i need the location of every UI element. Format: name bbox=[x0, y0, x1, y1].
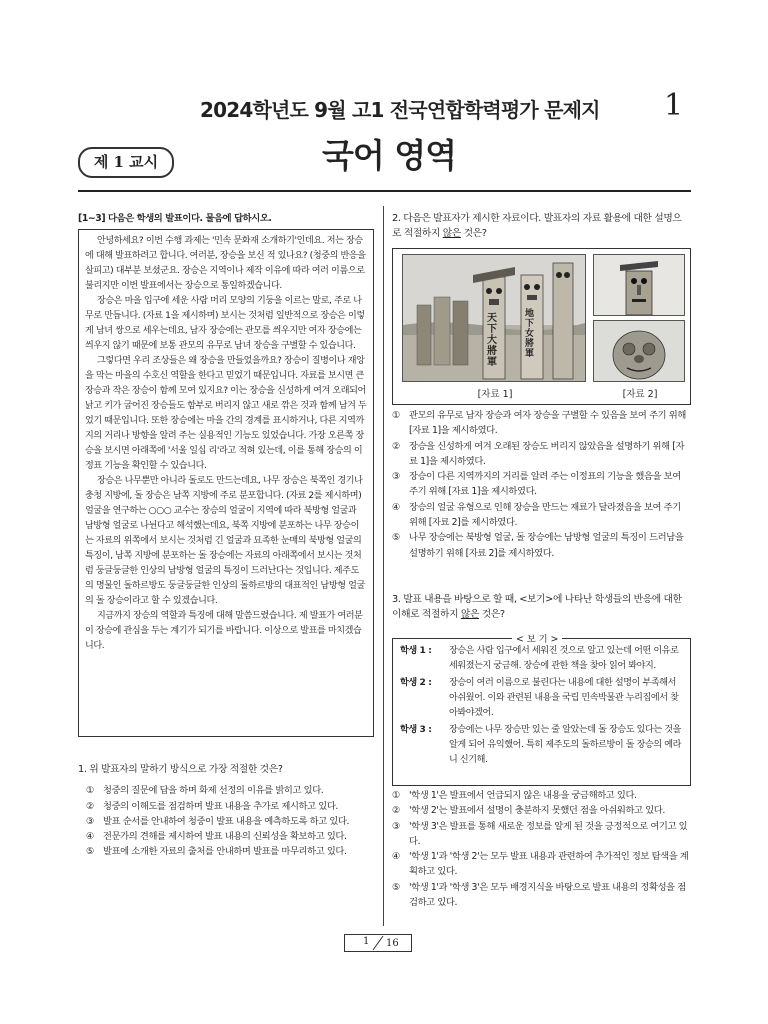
student-1-response: 학생 1 : 장승은 사람 입구에서 세워진 것으로 알고 있는데 어떤 이유로 세워졌는지 궁금해. 장승에 관한 책을 찾아 읽어 봐야지. bbox=[400, 646, 679, 671]
q1-option-1[interactable]: ① 청중의 질문에 답을 하며 화제 선정의 이유를 밝히고 있다. bbox=[86, 785, 324, 797]
stone-jangseung-icon bbox=[594, 321, 684, 381]
q2-option-5[interactable]: ⑤ 나무 장승에는 북방형 얼굴, 돌 장승에는 남방형 얼굴의 특징이 드러남을 설명하기 위해 [자료 2]를 제시하였다. bbox=[392, 532, 684, 559]
q2-option-1[interactable]: ① 관모의 유무로 남자 장승과 여자 장승을 구별할 수 있음을 보여 주기 위해 [자료 1]을 제시하였다. bbox=[392, 410, 686, 437]
figure-caption-2: [자료 2] bbox=[622, 389, 658, 400]
question-1 bbox=[78, 762, 378, 860]
period-badge: 제 1 교시 bbox=[78, 147, 174, 178]
question-1-stem: 1. 위 발표자의 말하기 방식으로 가장 적절한 것은? bbox=[78, 764, 283, 775]
q1-option-3[interactable]: ③ 발표 순서를 안내하여 청중이 발표 내용을 예측하도록 하고 있다. bbox=[86, 815, 350, 827]
passage-intro: [1~3] 다음은 학생의 발표이다. 물음에 답하시오. bbox=[78, 213, 272, 224]
jangseung-photo-1 bbox=[402, 254, 586, 382]
page-slash-icon bbox=[345, 935, 411, 951]
figure-caption-1: [자료 1] bbox=[477, 389, 513, 400]
q3-option-3[interactable]: ③ '학생 3'은 발표를 통해 새로운 정보를 알게 된 것을 긍정적으로 여기고 있다. bbox=[392, 820, 688, 847]
question-2-stem: 2. 다음은 발표자가 제시한 자료이다. 발표자의 자료 활용에 대한 설명으로 적절하지 않은 것은? bbox=[392, 213, 682, 240]
q3-option-4[interactable]: ④ '학생 1'과 '학생 2'는 모두 발표 내용과 관련하여 추가적인 정보 탐색을 계획하고 있다. bbox=[392, 851, 689, 878]
wooden-jangseung-icon bbox=[594, 255, 684, 315]
exam-title: 2024학년도 9월 고1 전국연합학력평가 문제지 bbox=[200, 98, 600, 122]
page-current: 1 bbox=[363, 936, 370, 947]
passage-box bbox=[78, 229, 374, 737]
student-3-response: 학생 3 : 장승에는 나무 장승만 있는 줄 알았는데 돌 장승도 있다는 것을 알게 되어 유익했어. 특히 제주도의 돌하르방이 돌 장승의 예라니 신기해. bbox=[400, 725, 682, 765]
student-2-response: 학생 2 : 장승이 여러 이름으로 불린다는 내용에 대한 설명이 부족해서 아쉬웠어. 이와 관련된 내용을 국립 민속박물관 누리집에서 찾아봐야겠어. bbox=[400, 678, 679, 718]
q3-option-5[interactable]: ⑤ '학생 1'과 '학생 3'은 모두 배경지식을 바탕으로 발표 내용의 정확성을 점검하고 있다. bbox=[392, 881, 686, 909]
page-total: 16 bbox=[386, 938, 399, 949]
page-number: 1 bbox=[664, 88, 684, 123]
q1-option-2[interactable]: ② 청중의 이해도를 점검하며 발표 내용을 추가로 제시하고 있다. bbox=[86, 800, 338, 812]
jangseung-photo-2b bbox=[593, 320, 685, 382]
q3-option-2[interactable]: ② '학생 2'는 발표에서 설명이 충분하지 못했던 점을 아쉬워하고 있다. bbox=[392, 805, 665, 817]
question-2-options bbox=[392, 408, 690, 561]
bogi-label: < 보 기 > bbox=[512, 631, 562, 645]
q1-option-5[interactable]: ⑤ 발표에 소개한 자료의 출처를 안내하며 발표를 마무리하고 있다. bbox=[86, 846, 347, 858]
pole-inscription-1: 天下大將軍 bbox=[487, 313, 497, 368]
jangseung-photo-2a bbox=[593, 254, 685, 316]
passage-paragraph: 그렇다면 우리 조상들은 왜 장승을 만들었을까요? 장승이 질병이나 재앙을 막는 마을의 수호신 역할을 한다고 믿었기 때문입니다. 자료를 보시면 큰 장승과 작은 장승이 함께 모여 있지요? 이는 장승을 신성하게 여겨 오래되어 낡고 키가 굽어진 장승들도 함부로 버리지 않고 새로 깎은 것과 함께 남겨 두었기 때문입니다. 또한 장승에는 마을 간의 경계를 표시하거나, 다른 지역까지의 거리나 방향을 알려 주는 실용적인 기능도 있었습니다. 가장 오른쪽 장승을 보시면 아래쪽에 '서울 일십 리'라고 적혀 있는데, 이를 통해 장승의 이정표 기능을 확인할 수 있습니다. bbox=[85, 356, 367, 471]
page-indicator bbox=[344, 934, 412, 952]
passage-paragraph: 장승은 나무뿐만 아니라 돌로도 만드는데요, 나무 장승은 북쪽인 경기나 충청 지방에, 돌 장승은 남쪽 지방에 주로 분포합니다. (자료 2를 제시하며) 얼굴을 연구하는 ○○○ 교수는 장승의 얼굴이 지역에 따라 북방형 얼굴과 남방형 얼굴로 나뉜다고 해석했는데요, 북쪽 지방에 분포하는 나무 장승이는 자료의 위쪽에서 보시는 것처럼 긴 얼굴과 묘족한 눈매의 북방형 얼굴의 특징이, 남쪽 지방에 분포하는 돌 장승에는 자료의 아래쪽에서 보시는 것처럼 둥글둥글한 인상의 남방형 얼굴의 특징이 드러난다는 것입니다. 제주도의 명물인 돌하르방도 둥글둥글한 인상의 돌하르방의 대표적인 남방형 얼굴의 돌 장승이라고 할 수 있겠습니다. bbox=[85, 476, 365, 606]
bogi-content bbox=[400, 644, 683, 770]
passage-paragraph: 장승은 마을 입구에 세운 사람 머리 모양의 기둥을 이르는 말로, 주로 나무로 만듭니다. (자료 1을 제시하며) 보시는 것처럼 일반적으로 장승은 이렇게 남녀 쌍으로 세우는데요, 남자 장승에는 관모를 씌우지만 여자 장승에는 씌우지 않기 때문에 보통 관모의 유무로 남녀 장승을 구별할 수 있습니다. bbox=[85, 296, 365, 351]
q3-option-1[interactable]: ① '학생 1'은 발표에서 언급되지 않은 내용을 궁금해하고 있다. bbox=[392, 790, 637, 801]
q1-option-4[interactable]: ④ 전문가의 견해를 제시하여 발표 내용의 신뢰성을 확보하고 있다. bbox=[86, 831, 347, 843]
q2-option-3[interactable]: ③ 장승이 다른 지역까지의 거리를 알려 주는 이정표의 기능을 했음을 보여 주기 위해 [자료 1]을 제시하였다. bbox=[392, 471, 681, 498]
passage-paragraph: 지금까지 장승의 역할과 특징에 대해 말씀드렸습니다. 제 발표가 여러분이 장승에 관심을 두는 계기가 되기를 바랍니다. 이상으로 발표를 마치겠습니다. bbox=[85, 611, 363, 651]
q2-option-2[interactable]: ② 장승을 신성하게 여겨 오래된 장승도 버리지 않았음을 설명하기 위해 [자료 1]을 제시하였다. bbox=[392, 440, 685, 467]
passage-paragraph: 안녕하세요? 이번 수행 과제는 '민속 문화재 소개하기'인데요. 저는 장승에 대해 발표하려고 합니다. 여러분, 장승을 보신 적 있나요? (청중의 반응을 살피고) 대부분 보셨군요. 장승은 지역이나 제작 이유에 따라 여러 이름으로 불리지만 이번 발표에서는 장승으로 통일하겠습니다. bbox=[85, 236, 366, 291]
column-divider bbox=[383, 206, 384, 926]
subject-title: 국어 영역 bbox=[322, 136, 457, 175]
header-rule bbox=[78, 190, 691, 192]
pole-inscription-2: 地下女將軍 bbox=[525, 309, 535, 359]
question-3-options bbox=[392, 788, 690, 910]
question-3-stem: 3. 발표 내용을 바탕으로 할 때, <보기>에 나타난 학생들의 반응에 대한 이해로 적절하지 않은 것은? bbox=[392, 594, 682, 621]
q2-option-4[interactable]: ④ 장승의 얼굴 유형으로 인해 장승을 만드는 재료가 달라졌음을 보여 주기 위해 [자료 2]를 제시하였다. bbox=[392, 501, 681, 529]
